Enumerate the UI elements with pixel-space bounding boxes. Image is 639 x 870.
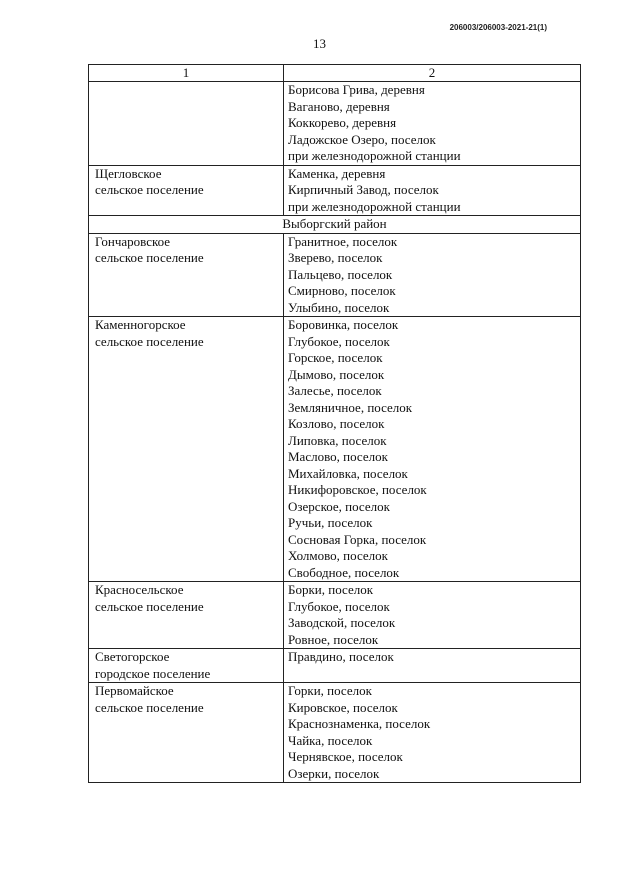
- table-row: [89, 233, 581, 317]
- place-name: Правдино, поселок: [288, 649, 394, 664]
- place-name: Ладожское Озеро, поселок: [288, 131, 436, 147]
- places-cell: [284, 82, 581, 166]
- place-name: Сосновая Горка, поселок: [288, 531, 427, 547]
- place-name: Маслово, поселок: [288, 449, 388, 464]
- region-row: [89, 216, 581, 234]
- place-name: Борисова Грива, деревня: [288, 82, 425, 97]
- place-name: Глубокое, поселок: [288, 598, 390, 614]
- places-cell: [284, 582, 581, 649]
- place-name: Земляничное, поселок: [288, 399, 413, 415]
- place-name: Ровное, поселок: [288, 631, 379, 647]
- table-row: [89, 82, 581, 166]
- table-row: [89, 649, 581, 683]
- settlement-cell: [89, 82, 284, 166]
- place-name: Глубокое, поселок: [288, 333, 390, 349]
- place-name: Смирново, поселок: [288, 283, 396, 298]
- settlement-name: Каменногорское: [95, 317, 186, 332]
- settlement-name: сельское поселение: [95, 699, 204, 715]
- place-name: Зверево, поселок: [288, 250, 383, 265]
- place-name: Краснознаменка, поселок: [288, 716, 431, 731]
- place-name: Озерское, поселок: [288, 498, 390, 514]
- settlement-cell: [89, 233, 284, 317]
- settlement-cell: [89, 649, 284, 683]
- page-number: 13: [313, 36, 326, 51]
- place-name: Гранитное, поселок: [288, 233, 398, 249]
- place-name: Залесье, поселок: [288, 383, 382, 398]
- place-name: Чернявское, поселок: [288, 749, 403, 764]
- place-name: Горское, поселок: [288, 350, 383, 365]
- place-name: Козлово, поселок: [288, 416, 385, 431]
- document-id: 206003/206003-2021-21(1): [449, 23, 547, 32]
- places-cell: [284, 317, 581, 582]
- place-name: Свободное, поселок: [288, 564, 400, 580]
- column-header-1: 1: [89, 65, 284, 82]
- places-cell: [284, 649, 581, 683]
- settlement-name: сельское поселение: [95, 250, 204, 265]
- place-name: Каменка, деревня: [288, 165, 386, 181]
- place-name: Заводской, поселок: [288, 615, 396, 630]
- place-name: Холмово, поселок: [288, 548, 388, 563]
- places-cell: [284, 683, 581, 783]
- settlement-cell: [89, 317, 284, 582]
- place-name: Горки, поселок: [288, 683, 372, 698]
- settlement-name: Красносельское: [95, 582, 184, 597]
- place-name: при железнодорожной станции: [288, 198, 461, 214]
- settlement-name: Щегловское: [95, 165, 162, 181]
- place-name: Никифоровское, поселок: [288, 482, 427, 497]
- places-cell: [284, 233, 581, 317]
- table-row: [89, 317, 581, 582]
- settlement-name: сельское поселение: [95, 333, 204, 349]
- place-name: Кировское, поселок: [288, 699, 398, 715]
- place-name: Чайка, поселок: [288, 732, 373, 748]
- place-name: Борки, поселок: [288, 582, 374, 597]
- place-name: Боровинка, поселок: [288, 317, 399, 332]
- place-name: при железнодорожной станции: [288, 148, 461, 163]
- settlement-name: городское поселение: [95, 665, 211, 681]
- place-name: Кирпичный Завод, поселок: [288, 182, 439, 197]
- settlement-name: Первомайское: [95, 683, 174, 698]
- table-row: [89, 165, 581, 216]
- table-header-row: [89, 65, 581, 82]
- place-name: Ваганово, деревня: [288, 98, 390, 114]
- settlement-name: сельское поселение: [95, 598, 204, 614]
- place-name: Дымово, поселок: [288, 366, 385, 382]
- table-row: [89, 582, 581, 649]
- place-name: Липовка, поселок: [288, 432, 387, 448]
- settlements-table: [88, 64, 581, 783]
- place-name: Улыбино, поселок: [288, 299, 390, 315]
- settlement-name: сельское поселение: [95, 182, 204, 197]
- settlement-cell: [89, 165, 284, 216]
- places-cell: [284, 165, 581, 216]
- place-name: Коккорево, деревня: [288, 115, 397, 130]
- table-row: [89, 683, 581, 783]
- settlement-cell: [89, 683, 284, 783]
- settlement-name: Светогорское: [95, 649, 170, 664]
- column-header-2: 2: [284, 65, 581, 82]
- place-name: Михайловка, поселок: [288, 465, 408, 481]
- settlement-name: Гончаровское: [95, 233, 171, 249]
- place-name: Пальцево, поселок: [288, 266, 393, 282]
- region-title: Выборгский район: [89, 216, 581, 234]
- place-name: Озерки, поселок: [288, 765, 380, 781]
- place-name: Ручьи, поселок: [288, 515, 373, 530]
- settlement-cell: [89, 582, 284, 649]
